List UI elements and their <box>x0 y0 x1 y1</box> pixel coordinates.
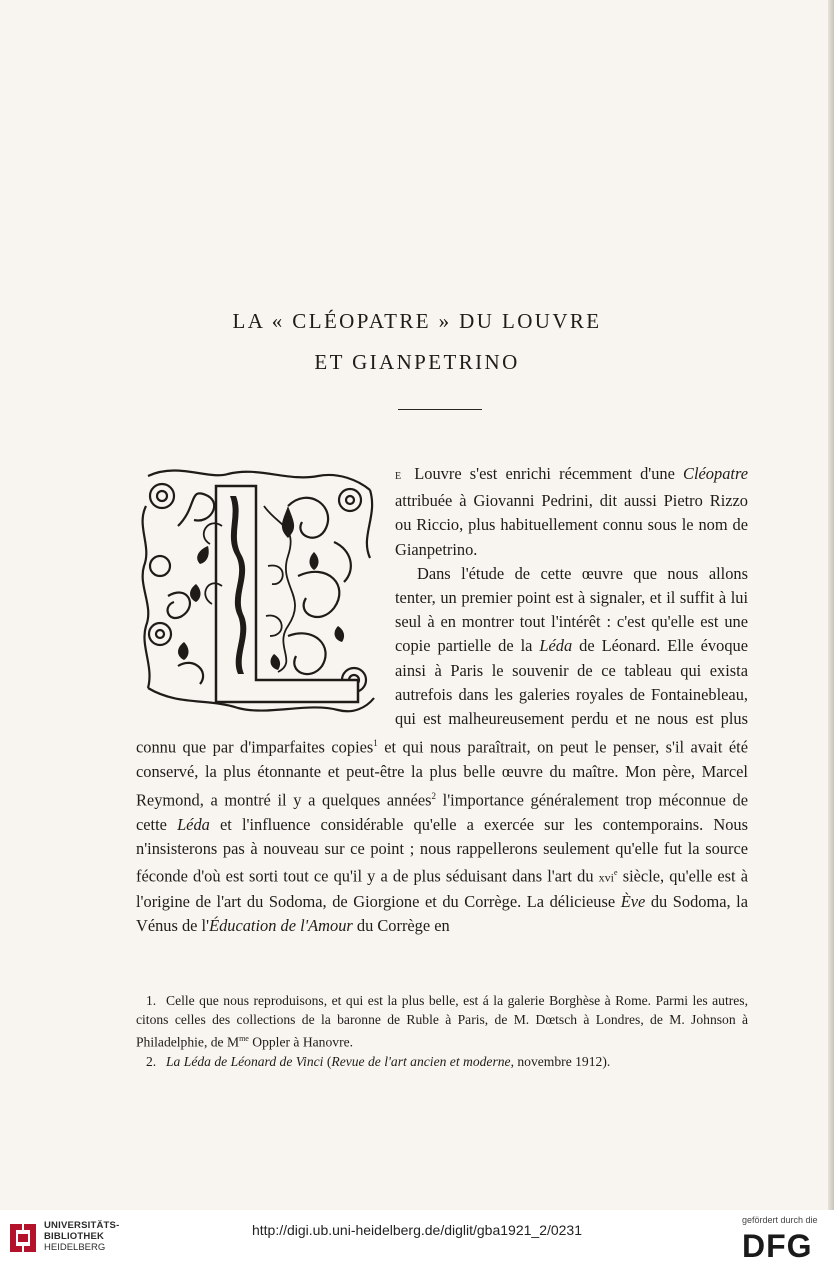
viewer-footer <box>0 1210 834 1269</box>
footnote-2: 2. La Léda de Léonard de Vinci (Revue de l'art ancien et moderne, novembre 1912). <box>146 1053 611 1069</box>
permalink-url[interactable]: http://digi.ub.uni-heidelberg.de/diglit/gba1921_2/0231 <box>251 1222 583 1238</box>
library-name-line3: HEIDELBERG <box>44 1242 106 1253</box>
drop-cap-space <box>136 462 395 727</box>
paragraph-2: Dans l'étude de cette œuvre que nous allons tenter, un premier point est à signaler, et il suffit à lui seul à en montrer tout l'intérêt : c'est qu'elle est une copie partielle de la Léda de Léonard. Elle évoque ainsi à Paris le souvenir de ce tableau qui exista autrefois dans les galeries royales de Fontainebleau, qui est malheureusement perdu et ne nous est plus connu que par d'imparfaites copies$^1$ et qui nous paraîtrait, on peut le penser, s'il avait été conservé, la plus étonnante et peut-être la plus belle œuvre du maître. Mon père, Marcel Reymond, a montré il y a quelques années$^2$ l'importance généralement trop méconnue de cette Léda et l'influence considérable qu'elle a exercée sur les contemporains. Nous n'insisterons pas à nouveau sur ce point ; nous rappellerons seulement qu'elle fut la source féconde d'où est sorti tout ce qu'il y a de plus séduisant dans l'art du xvi$^e$ siècle, qu'elle est à l'origine de l'art du Sodoma, de Giorgione et du Corrège. La délicieuse Ève du Sodoma, la Vénus de l'Éducation de l'Amour du Corrège en <box>136 563 749 936</box>
footnote-ref-2: 2 <box>431 791 437 802</box>
paragraph-1: E Louvre s'est enrichi récemment d'une Cléopatre attribuée à Giovanni Pedrini, dit aussi Pietro Rizzo ou Riccio, plus habituellement connu sous le nom de Gianpetrino. <box>395 464 748 559</box>
library-name-line2: BIBLIOTHEK <box>44 1231 105 1242</box>
article-title-line2: ET GIANPETRINO <box>314 350 520 374</box>
footnotes <box>136 991 748 1071</box>
dfg-logo[interactable]: DFG <box>742 1228 813 1264</box>
lead-small-cap: E <box>395 471 403 482</box>
title-divider <box>398 409 482 410</box>
library-name-line1: UNIVERSITÄTS- <box>44 1220 120 1231</box>
article-body <box>136 462 748 938</box>
footnote-ref-1: 1 <box>373 738 378 749</box>
dfg-caption: gefördert durch die <box>742 1215 818 1225</box>
footnote-1: 1. Celle que nous reproduisons, et qui est la plus belle, est á la galerie Borghèse à Rome. Parmi les autres, citons celles des collections de la baronne de Ruble à Paris, de M. Dœtsch à Londres, de M. Johnson à Philadelphie, de $M^{me}$ Oppler à Hanovre. <box>136 993 748 1050</box>
article-title-line1: LA « CLÉOPATRE » DU LOUVRE <box>232 309 602 333</box>
page-edge-shadow <box>828 0 834 1210</box>
